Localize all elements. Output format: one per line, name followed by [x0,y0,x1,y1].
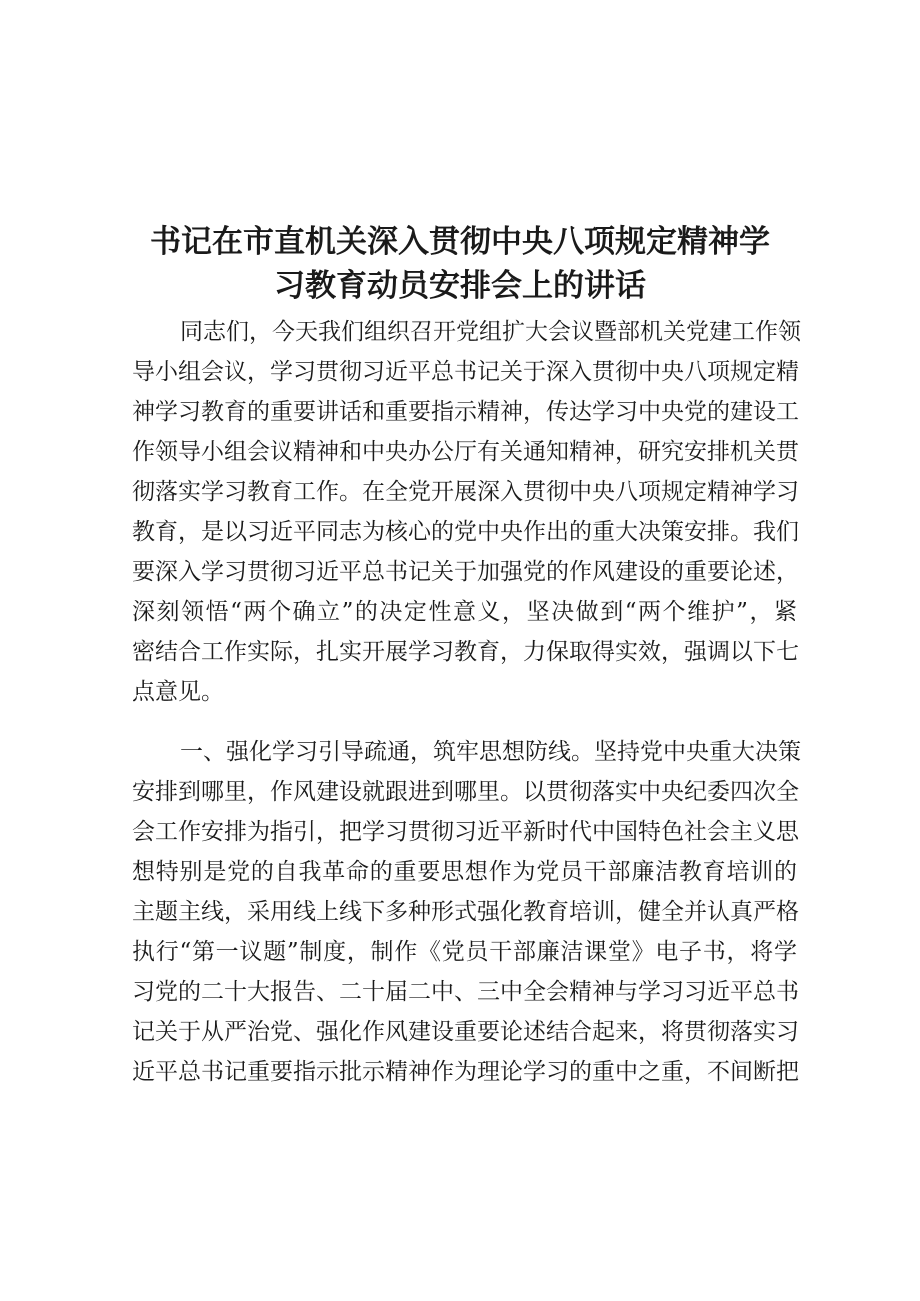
paragraph-1-line-5: 彻落实学习教育工作。在全党开展深入贯彻中央八项规定精神学习 [132,479,799,505]
paragraph-2-line-9: 近平总书记重要指示批示精神作为理论学习的重中之重，不间断把 [132,1059,799,1085]
paragraph-1-line-8: 深刻领悟“两个确立”的决定性意义，坚决做到“两个维护”，紧 [132,599,797,625]
paragraph-1-line-10: 点意见。 [132,679,224,705]
paragraph-1-line-4: 作领导小组会议精神和中央办公厅有关通知精神，研究安排机关贯 [132,439,799,465]
paragraph-2-line-2: 安排到哪里，作风建设就跟进到哪里。以贯彻落实中央纪委四次全 [132,779,799,805]
paragraph-2-line-5: 主题主线，采用线上线下多种形式强化教育培训，健全并认真严格 [132,899,799,925]
paragraph-2-line-6: 执行“第一议题”制度，制作《党员干部廉洁课堂》电子书，将学 [132,939,797,965]
title-line-1: 书记在市直机关深入贯彻中央八项规定精神学 [150,224,770,260]
paragraph-2-line-8: 记关于从严治党、强化作风建设重要论述结合起来，将贯彻落实习 [132,1019,799,1045]
paragraph-2-line-3: 会工作安排为指引，把学习贯彻习近平新时代中国特色社会主义思 [132,819,799,845]
paragraph-2-line-4: 想特别是党的自我革命的重要思想作为党员干部廉洁教育培训的 [132,859,797,885]
paragraph-1-line-7: 要深入学习贯彻习近平总书记关于加强党的作风建设的重要论述， [132,559,799,585]
paragraph-2-line-7: 习党的二十大报告、二十届二中、三中全会精神与学习习近平总书 [132,979,799,1005]
paragraph-1-line-6: 教育，是以习近平同志为核心的党中央作出的重大决策安排。我们 [132,519,799,545]
title-line-2: 习教育动员安排会上的讲话 [274,268,646,304]
paragraph-2-line-1: 一、强化学习引导疏通，筑牢思想防线。坚持党中央重大决策 [180,739,801,765]
paragraph-1-line-1: 同志们，今天我们组织召开党组扩大会议暨部机关党建工作领 [180,319,801,345]
paragraph-1-line-2: 导小组会议，学习贯彻习近平总书记关于深入贯彻中央八项规定精 [132,359,799,385]
paragraph-1-line-3: 神学习教育的重要讲话和重要指示精神，传达学习中央党的建设工 [132,399,799,425]
paragraph-1-line-9: 密结合工作实际，扎实开展学习教育，力保取得实效，强调以下七 [132,639,799,665]
